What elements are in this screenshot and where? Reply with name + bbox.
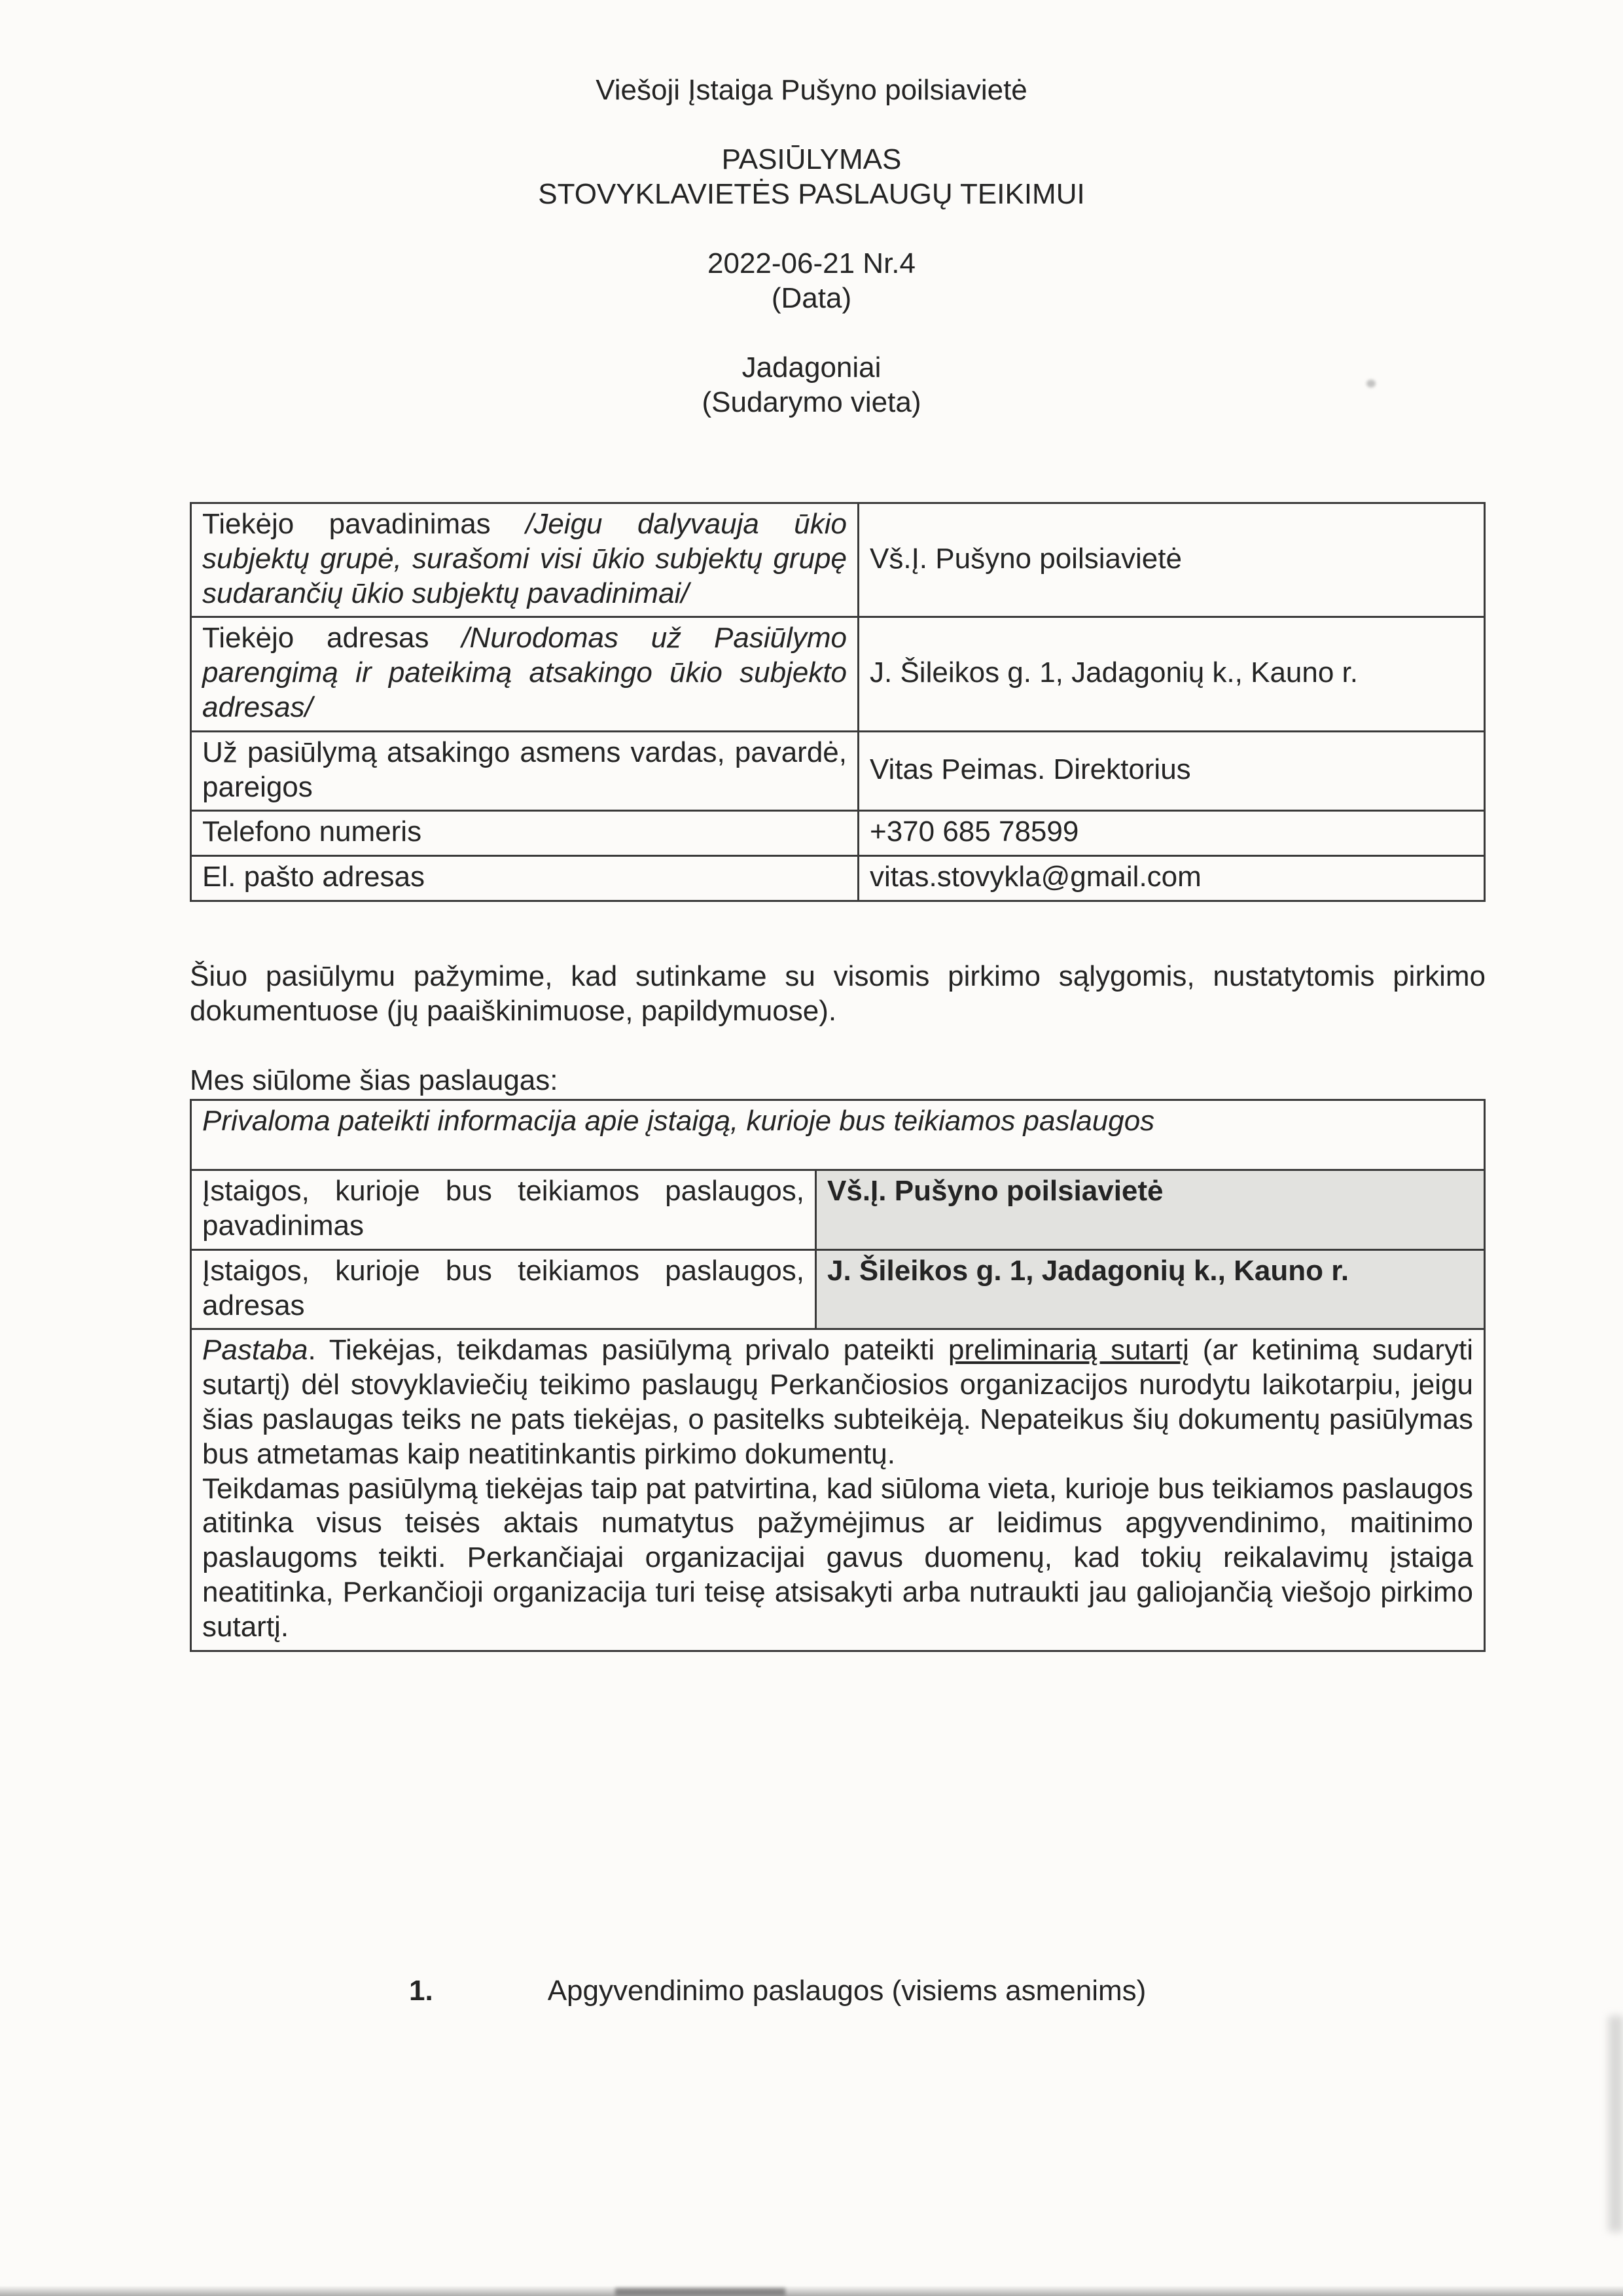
row-label: Už pasiūlymą atsakingo asmens vardas, pavardė, pareigos: [202, 736, 847, 803]
supplier-address-label-cell: [191, 617, 859, 731]
section-number: 1.: [409, 1974, 433, 2007]
section-title: Apgyvendinimo paslaugos (visiems asmenims): [547, 1974, 1147, 2007]
info-table-header: Privaloma pateikti informacija apie įstaigą, kurioje bus teikiamos paslaugos: [202, 1105, 1155, 1138]
table-row: [191, 856, 1485, 901]
place-caption: (Sudarymo vieta): [702, 386, 921, 418]
document-date: 2022-06-21 Nr.4: [707, 247, 916, 279]
organization-name: Viešoji Įstaiga Pušyno poilsiavietė: [596, 74, 1027, 106]
row-value: Vš.Į. Pušyno poilsiavietė: [827, 1175, 1164, 1208]
scan-artifact: [1366, 380, 1376, 387]
supplier-address-value-cell: [859, 617, 1485, 731]
table-row: [191, 731, 1485, 811]
responsible-person-value-cell: [859, 731, 1485, 811]
scan-artifact: [1609, 2016, 1623, 2232]
spacer: [164, 108, 1459, 143]
info-table-header-cell: [191, 1100, 1485, 1170]
phone-label-cell: [191, 811, 859, 856]
row-value: vitas.stovykla@gmail.com: [870, 861, 1202, 893]
row-label: Telefono numeris: [202, 816, 422, 848]
note-paragraph-2: Teikdamas pasiūlymą tiekėjas taip pat patvirtina, kad siūloma vieta, kurioje bus teikiamos paslaugos atitinka visus teisės aktais numatytus pažymėjimus ar leidimus apgyvendinimo, maitinimo paslaugoms teikti. Perkančiajai organizacijai gavus duomenų, kad tokių reikalavimų įstaiga neatitinka, Perkančioji organizacija turi teisę atsisakyti arba nutraukti jau galiojančią viešojo pirkimo sutartį.: [202, 1472, 1473, 1643]
place-name: Jadagoniai: [741, 351, 882, 384]
document-subtitle: STOVYKLAVIETĖS PASLAUGŲ TEIKIMUI: [538, 178, 1085, 210]
row-label: Įstaigos, kurioje bus teikiamos paslaugos, pavadinimas: [202, 1175, 804, 1242]
table-row: [191, 617, 1485, 731]
row-label: Įstaigos, kurioje bus teikiamos paslaugos, adresas: [202, 1254, 804, 1321]
section-heading: [190, 1974, 1486, 2009]
supplier-name-value-cell: [859, 503, 1485, 617]
services-intro: Mes siūlome šias paslaugas:: [190, 1064, 558, 1096]
note-lead: Pastaba: [202, 1334, 308, 1367]
table-row: [191, 503, 1485, 617]
facility-name-label-cell: [191, 1170, 816, 1250]
facility-address-label-cell: [191, 1249, 816, 1329]
spacer: [164, 212, 1459, 247]
facility-name-value-cell: [816, 1170, 1485, 1250]
row-label: Tiekėjo adresas: [202, 622, 429, 655]
table-row: [191, 811, 1485, 856]
row-value: Vš.Į. Pušyno poilsiavietė: [870, 542, 1182, 575]
table-row: [191, 1170, 1485, 1250]
agreement-paragraph: Šiuo pasiūlymu pažymime, kad sutinkame su visomis pirkimo sąlygomis, nustatytomis pirkimo dokumentuose (jų paaiškinimuose, papildymuose).: [190, 960, 1486, 1027]
row-label-note: /Nurodomas už Pasiūlymo parengimą ir pateikimą atsakingo ūkio subjekto adresas/: [202, 622, 847, 723]
table-row: [191, 1100, 1485, 1170]
table-row: [191, 1249, 1485, 1329]
note-cell: [191, 1329, 1485, 1651]
row-value: +370 685 78599: [870, 816, 1079, 848]
phone-value-cell: [859, 811, 1485, 856]
service-place-info-table: [190, 1099, 1486, 1651]
scan-artifact: [0, 2286, 1623, 2296]
note-paragraph-1: [202, 1333, 1473, 1471]
document-header: [164, 73, 1459, 420]
responsible-person-label-cell: [191, 731, 859, 811]
row-value: J. Šileikos g. 1, Jadagonių k., Kauno r.: [870, 656, 1359, 689]
note-text-after-underline: (ar ketinimą sudaryti sutartį) dėl stovyklaviečių teikimo paslaugų Perkančiosios organizacijos nurodytu laikotarpiu, jeigu šias paslaugas teiks ne pats tiekėjas, o pasitelks subteikėją. Nepateikus šių dokumentų pasiūlymas bus atmetamas kaip neatitinkantis pirkimo dokumentų.: [202, 1334, 1473, 1470]
row-label-note: /Jeigu dalyvauja ūkio subjektų grupė, surašomi visi ūkio subjektų grupę sudarančių ūkio subjektų pavadinimai/: [202, 508, 847, 609]
table-row: [191, 1329, 1485, 1651]
row-value: J. Šileikos g. 1, Jadagonių k., Kauno r.: [827, 1254, 1349, 1287]
document-title: PASIŪLYMAS: [721, 143, 902, 175]
supplier-name-label-cell: [191, 503, 859, 617]
row-label: El. pašto adresas: [202, 861, 425, 893]
spacer: [164, 316, 1459, 351]
underlined-phrase: preliminarią sutartį: [948, 1334, 1189, 1367]
date-caption: (Data): [771, 282, 852, 314]
row-label: Tiekėjo pavadinimas: [202, 508, 491, 540]
email-label-cell: [191, 856, 859, 901]
note-text-before-underline: . Tiekėjas, teikdamas pasiūlymą privalo pateikti: [308, 1334, 948, 1367]
row-value: Vitas Peimas. Direktorius: [870, 753, 1191, 786]
supplier-info-table: [190, 502, 1486, 902]
email-value-cell: [859, 856, 1485, 901]
facility-address-value-cell: [816, 1249, 1485, 1329]
